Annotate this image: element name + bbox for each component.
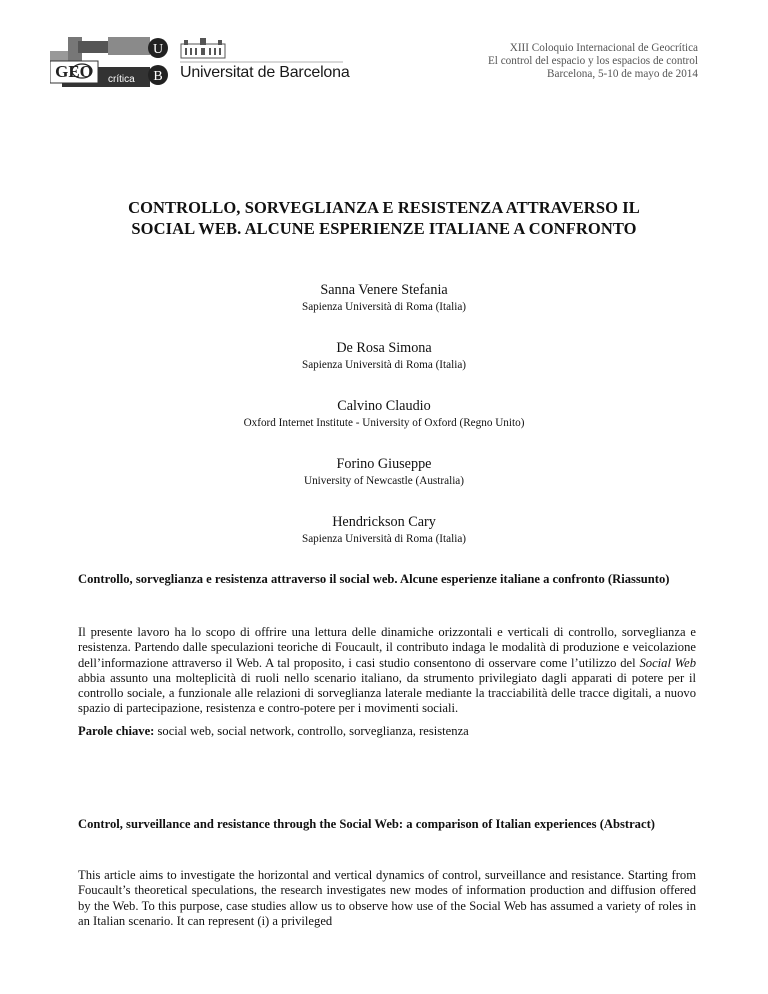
abstract-it-text-before: Il presente lavoro ha lo scopo di offrire una lettura delle dinamiche orizzontali e verticali di controllo, sorveglianza e resistenza. Partendo dalle speculazioni teoriche di Foucault, il contributo indaga le modalità di produzione e veicolazione dell’informazione attraverso il Web. A tal proposito, i casi studio consentono di osservare come l’utilizzo del — [78, 625, 696, 670]
author-block — [0, 456, 768, 514]
author-name: De Rosa Simona — [336, 340, 432, 356]
ub-letter-b: B — [153, 69, 163, 84]
author-list — [0, 282, 768, 572]
abstract-it-paragraph — [78, 625, 696, 717]
author-affiliation: Sapienza Università di Roma (Italia) — [301, 359, 467, 371]
page-header — [0, 0, 768, 110]
keywords — [78, 724, 696, 739]
ub-name: Universitat de Barcelona — [180, 64, 350, 81]
geo-logo-sub: crítica — [108, 74, 135, 85]
title-line-1: CONTROLLO, SORVEGLIANZA E RESISTENZA ATTRAVERSO IL — [128, 198, 640, 217]
abstract-en-heading: Control, surveillance and resistance through the Social Web: a comparison of Italian experiences (Abstract) — [78, 817, 655, 831]
author-block — [0, 282, 768, 340]
author-block — [0, 514, 768, 572]
abstract-it-heading: Controllo, sorveglianza e resistenza attraverso il social web. Alcune esperienze italiane a confronto (Riassunto) — [78, 572, 670, 586]
author-block — [0, 398, 768, 456]
conference-place-date: Barcelona, 5-10 de mayo de 2014 — [547, 68, 698, 80]
abstract-it-body — [78, 625, 696, 717]
abstract-it-italic-term: Social Web — [639, 655, 696, 670]
abstract-en-heading-block — [78, 816, 696, 832]
author-name: Hendrickson Cary — [332, 514, 436, 530]
conference-theme: El control del espacio y los espacios de control — [487, 55, 698, 67]
author-affiliation: University of Newcastle (Australia) — [304, 475, 464, 487]
title-line-2: SOCIAL WEB. ALCUNE ESPERIENZE ITALIANE A CONFRONTO — [131, 219, 637, 238]
abstract-it-heading-block — [78, 571, 696, 587]
abstract-it-text-after: abbia assunto una molteplicità di ruoli nello scenario italiano, da strumento privilegiato dagli apparati di potere per il controllo sociale, a funzionale alle relazioni di sorveglianza laterale mediante la tracciabilità delle tracce digitali, a nuovo spazio di partecipazione, resistenza e contro-potere per i movimenti sociali. — [78, 670, 696, 716]
conference-name: XIII Coloquio Internacional de Geocrítica — [509, 42, 698, 54]
author-affiliation: Oxford Internet Institute - University of Oxford (Regno Unito) — [243, 417, 525, 429]
keywords-text: social web, social network, controllo, sorveglianza, resistenza — [154, 724, 469, 738]
author-block — [0, 340, 768, 398]
conference-info — [488, 42, 698, 81]
ub-letter-u: U — [152, 42, 164, 57]
geo-logo-word: GEO — [55, 62, 93, 81]
author-name: Calvino Claudio — [337, 398, 431, 414]
author-name: Forino Giuseppe — [336, 456, 432, 472]
abstract-en-paragraph: This article aims to investigate the horizontal and vertical dynamics of control, surveillance and resistance. Starting from Foucault’s theoretical speculations, the research investigates new modes of information production and diffusion offered by the Web. To this purpose, case studies allow us to observe how use of the Social Web has assumed a variety of roles in an Italian scenario. It can represent (i) a privileged — [78, 868, 696, 928]
geocritica-logo — [50, 37, 150, 87]
keywords-label: Parole chiave: — [78, 724, 155, 738]
author-affiliation: Sapienza Università di Roma (Italia) — [301, 301, 467, 313]
author-affiliation: Sapienza Università di Roma (Italia) — [301, 533, 467, 545]
paper-title — [60, 197, 708, 239]
author-name: Sanna Venere Stefania — [320, 282, 448, 298]
abstract-en-body — [78, 868, 696, 929]
